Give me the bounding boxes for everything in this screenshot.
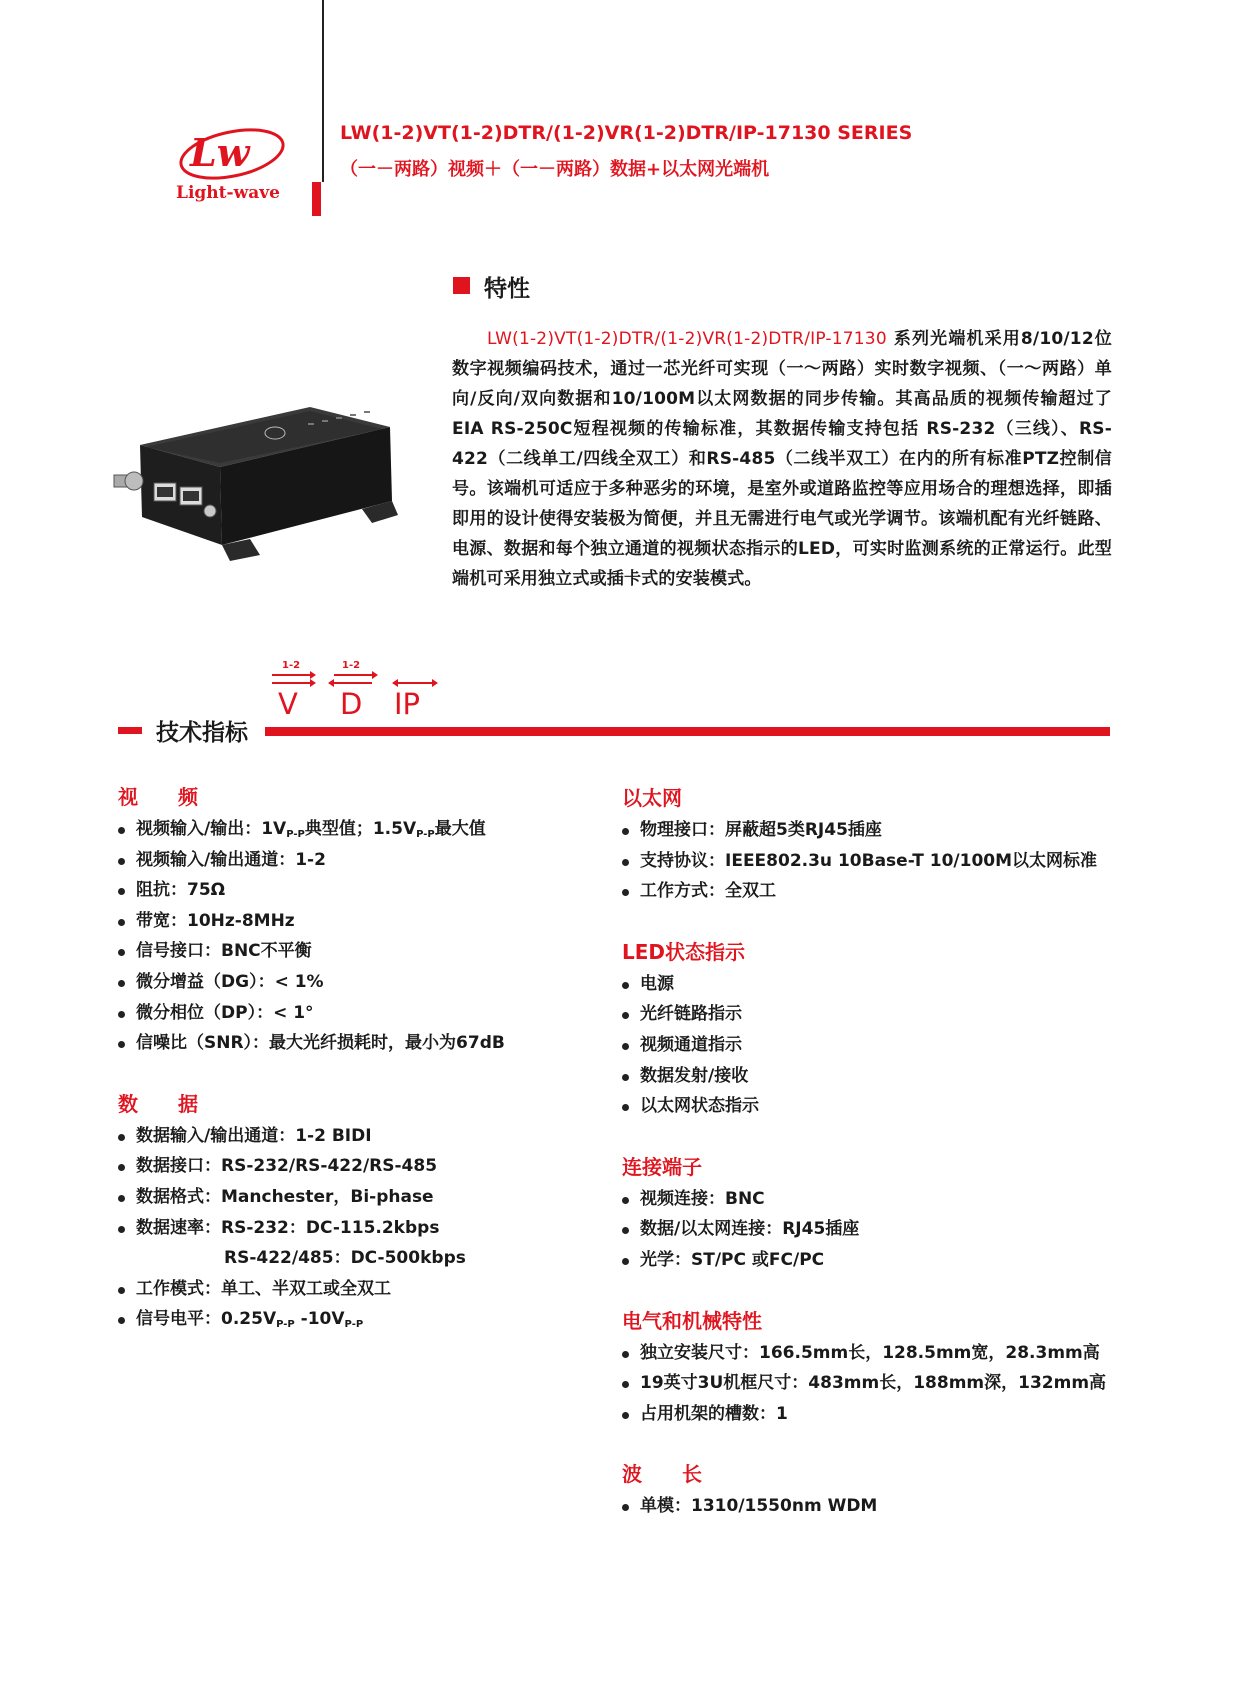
list-item: 19英寸3U机框尺寸：483mm长，188mm深，132mm高: [622, 1368, 1142, 1399]
features-title: 特性: [484, 276, 530, 302]
list-item: 信号接口：BNC不平衡: [118, 936, 638, 967]
product-subtitle: （一－两路）视频＋（一－两路）数据+以太网光端机: [340, 159, 770, 180]
list-item: 工作模式：单工、半双工或全双工: [118, 1274, 638, 1305]
list-item: 带宽：10Hz-8MHz: [118, 906, 638, 937]
light-wave-logo: [172, 120, 290, 204]
list-item: 支持协议：IEEE802.3u 10Base-T 10/100M以太网标准: [622, 846, 1142, 877]
mech-title: 电气和机械特性: [622, 1308, 762, 1333]
connectors-list: [622, 1184, 1142, 1276]
mech-list: [622, 1338, 1142, 1430]
d-icon: D: [340, 687, 363, 716]
section-marker: [453, 277, 470, 294]
list-item: 微分增益（DG）：< 1%: [118, 967, 638, 998]
video-list: [118, 814, 638, 1059]
header-accent-bar: [312, 182, 321, 216]
wavelength-list: [622, 1491, 1142, 1522]
list-item: 光纤链路指示: [622, 999, 1142, 1030]
list-item: 数据速率：RS-232：DC-115.2kbps: [118, 1213, 638, 1244]
list-item: 以太网状态指示: [622, 1091, 1142, 1122]
spec-marker: [118, 727, 142, 734]
ethernet-title: 以太网: [622, 786, 682, 810]
ip-icon: IP: [394, 687, 421, 716]
data-list: [118, 1121, 638, 1335]
logo-mark: Lw: [190, 130, 250, 175]
list-item: 数据输入/输出通道：1-2 BIDI: [118, 1121, 638, 1152]
list-item: 信号电平：0.25VP-P -10VP-P: [118, 1304, 638, 1335]
header-divider: [322, 0, 324, 182]
list-item: 物理接口：屏蔽超5类RJ45插座: [622, 815, 1142, 846]
v-channel-label: 1-2: [282, 660, 301, 671]
model-name: LW(1-2)VT(1-2)DTR/(1-2)VR(1-2)DTR/IP-17130: [487, 329, 887, 349]
list-item: 数据接口：RS-232/RS-422/RS-485: [118, 1151, 638, 1182]
data-title: 数 据: [118, 1091, 198, 1116]
connectors-title: 连接端子: [622, 1154, 702, 1179]
wavelength-title: 波 长: [622, 1462, 702, 1487]
logo-text: Light-wave: [176, 183, 280, 203]
spec-divider: [265, 727, 1110, 736]
list-item: 信噪比（SNR）：最大光纤损耗时，最小为67dB: [118, 1028, 638, 1059]
series-title: LW(1-2)VT(1-2)DTR/(1-2)VR(1-2)DTR/IP-17130 SERIES: [340, 122, 913, 144]
d-channel-label: 1-2: [342, 660, 361, 671]
list-item: 电源: [622, 969, 1142, 1000]
list-item: 阻抗：75Ω: [118, 875, 638, 906]
video-title: 视 频: [118, 785, 198, 809]
list-item: 单模：1310/1550nm WDM: [622, 1491, 1142, 1522]
led-list: [622, 969, 1142, 1122]
list-item: 微分相位（DP）：< 1°: [118, 998, 638, 1029]
list-item: 数据/以太网连接：RJ45插座: [622, 1214, 1142, 1245]
features-text: 系列光端机采用8/10/12位数字视频编码技术，通过一芯光纤可实现（一～两路）实时数字视频、（一～两路）单向/反向/双向数据和10/100M以太网数据的同步传输。其高品质的视频传输超过了EIA RS-250C短程视频的传输标准，其数据传输支持包括 RS-232（三线）、RS-422（二线单工/四线全双工）和RS-485（二线半双工）在内的所有标准PTZ控制信号。该端机可适应于多种恶劣的环境，是室外或道路监控等应用场合的理想选择，即插即用的设计使得安装极为简便，并且无需进行电气或光学调节。该端机配有光纤链路、电源、数据和每个独立通道的视频状态指示的LED，可实时监测系统的正常运行。此型端机可采用独立式或插卡式的安装模式。: [452, 329, 1112, 589]
list-item: 光学：ST/PC 或FC/PC: [622, 1245, 1142, 1276]
list-item: 视频输入/输出：1VP-P典型值；1.5VP-P最大值: [118, 814, 638, 845]
list-item-continuation: RS-422/485：DC-500kbps: [224, 1248, 466, 1269]
list-item: 视频通道指示: [622, 1030, 1142, 1061]
list-item: 视频连接：BNC: [622, 1184, 1142, 1215]
ethernet-list: [622, 815, 1142, 907]
v-icon: V: [278, 687, 298, 716]
features-paragraph: [452, 324, 1112, 594]
right-column: [622, 781, 1142, 1522]
product-image: [110, 405, 400, 565]
list-item: 占用机架的槽数：1: [622, 1399, 1142, 1430]
list-item: 独立安装尺寸：166.5mm长，128.5mm宽，28.3mm高: [622, 1338, 1142, 1369]
led-title: LED状态指示: [622, 939, 746, 964]
left-column: [118, 780, 638, 1335]
list-item: 数据格式：Manchester，Bi-phase: [118, 1182, 638, 1213]
spec-title: 技术指标: [156, 720, 248, 746]
list-item: 工作方式：全双工: [622, 876, 1142, 907]
list-item: 视频输入/输出通道：1-2: [118, 845, 638, 876]
vdip-icon-group: [272, 656, 452, 716]
list-item: 数据发射/接收: [622, 1061, 1142, 1092]
